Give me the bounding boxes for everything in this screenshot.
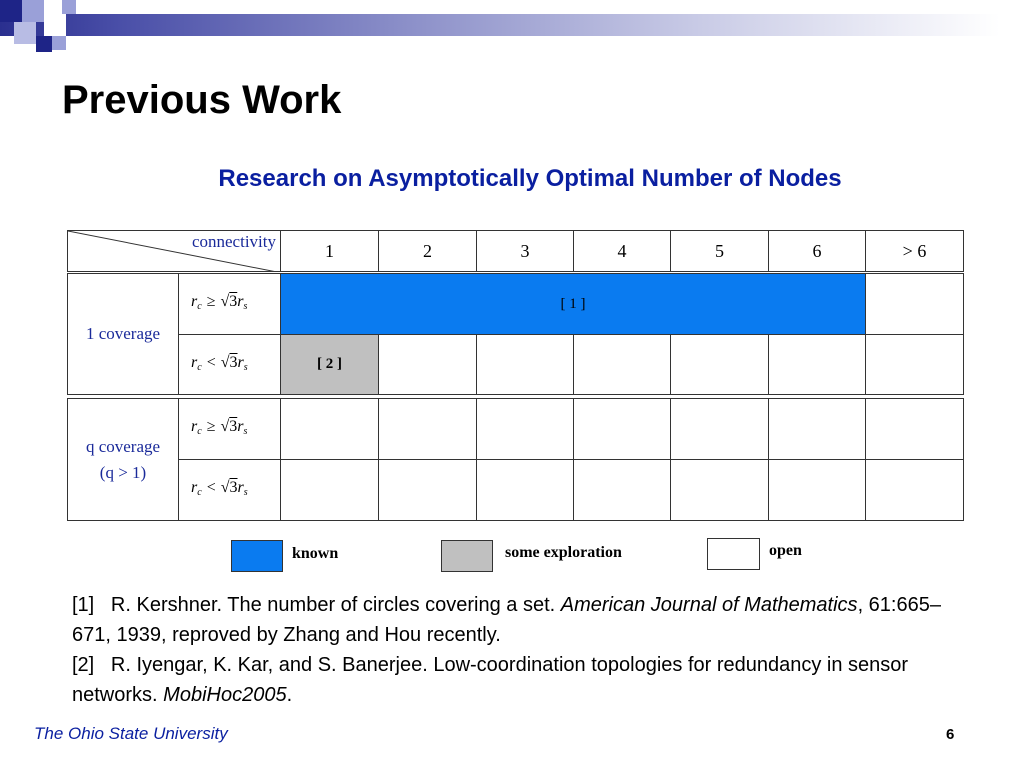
column-header: 4 (573, 230, 671, 272)
legend-swatch-known (231, 540, 283, 572)
corner-header-cell (67, 230, 281, 272)
open-cell (865, 273, 964, 335)
condition-cell (178, 273, 281, 335)
reference-item: [1] R. Kershner. The number of circles covering a set. American Journal of Mathematics, 61:665–671, 1939, reproved by Zhang and Hou recently. (72, 594, 941, 646)
condition-cell (178, 398, 281, 460)
references (72, 590, 952, 710)
open-cell (573, 334, 671, 395)
decorative-square (36, 36, 52, 52)
open-cell (378, 459, 477, 521)
open-cell (768, 334, 866, 395)
open-cell (378, 398, 477, 460)
column-header: 1 (280, 230, 379, 272)
group-label-cell (67, 398, 179, 521)
decorative-square (44, 14, 66, 36)
slide-subtitle: Research on Asymptotically Optimal Number of Nodes (218, 165, 842, 192)
legend-swatch-explore (441, 540, 493, 572)
decorative-square (22, 0, 44, 22)
column-header: 2 (378, 230, 477, 272)
group-label: 1 coverage (85, 324, 161, 343)
open-cell (476, 459, 574, 521)
open-cell (670, 398, 769, 460)
column-header: 3 (476, 230, 574, 272)
group-label: q coverage (85, 436, 161, 456)
open-cell (476, 334, 574, 395)
reference-item: [2] R. Iyengar, K. Kar, and S. Banerjee. Low-coordination topologies for redundancy in sensor networks. MobiHoc2005. (72, 654, 909, 706)
open-cell (573, 398, 671, 460)
open-cell (280, 398, 379, 460)
legend-label-explore: some exploration (505, 544, 622, 561)
page-number: 6 (946, 726, 955, 743)
group-label-cell (67, 273, 179, 395)
open-cell (768, 398, 866, 460)
open-cell (476, 398, 574, 460)
slide-title: Previous Work (62, 78, 342, 122)
legend-label-open: open (769, 542, 802, 559)
condition-formula: $r_c \ge √3r_s$ (191, 418, 248, 437)
known-result-cell (280, 273, 866, 335)
open-cell (768, 459, 866, 521)
group-sublabel: (q > 1) (99, 462, 147, 482)
condition-formula: $r_c \ge √3r_s$ (191, 293, 248, 312)
column-header: 5 (670, 230, 769, 272)
explored-result-cell (280, 334, 379, 395)
open-cell (670, 459, 769, 521)
decorative-square (0, 0, 22, 22)
open-cell (865, 334, 964, 395)
legend-swatch-open (707, 538, 760, 570)
condition-cell (178, 334, 281, 395)
reference-tag: [ 2 ] (317, 356, 342, 372)
decorative-square (62, 0, 76, 14)
open-cell (378, 334, 477, 395)
legend-label-known: known (292, 545, 339, 562)
open-cell (280, 459, 379, 521)
corner-label-connectivity: connectivity (191, 232, 276, 251)
condition-formula: $r_c < √3r_s$ (191, 354, 248, 373)
column-header: > 6 (865, 230, 964, 272)
open-cell (865, 459, 964, 521)
open-cell (573, 459, 671, 521)
condition-cell (178, 459, 281, 521)
column-header: 6 (768, 230, 866, 272)
decorative-top-bar (0, 14, 1024, 36)
decorative-square (14, 22, 36, 44)
reference-tag: [ 1 ] (560, 295, 586, 312)
open-cell (670, 334, 769, 395)
open-cell (865, 398, 964, 460)
footer-institution: The Ohio State University (34, 724, 228, 743)
condition-formula: $r_c < √3r_s$ (191, 479, 248, 498)
decorative-square (52, 36, 66, 50)
